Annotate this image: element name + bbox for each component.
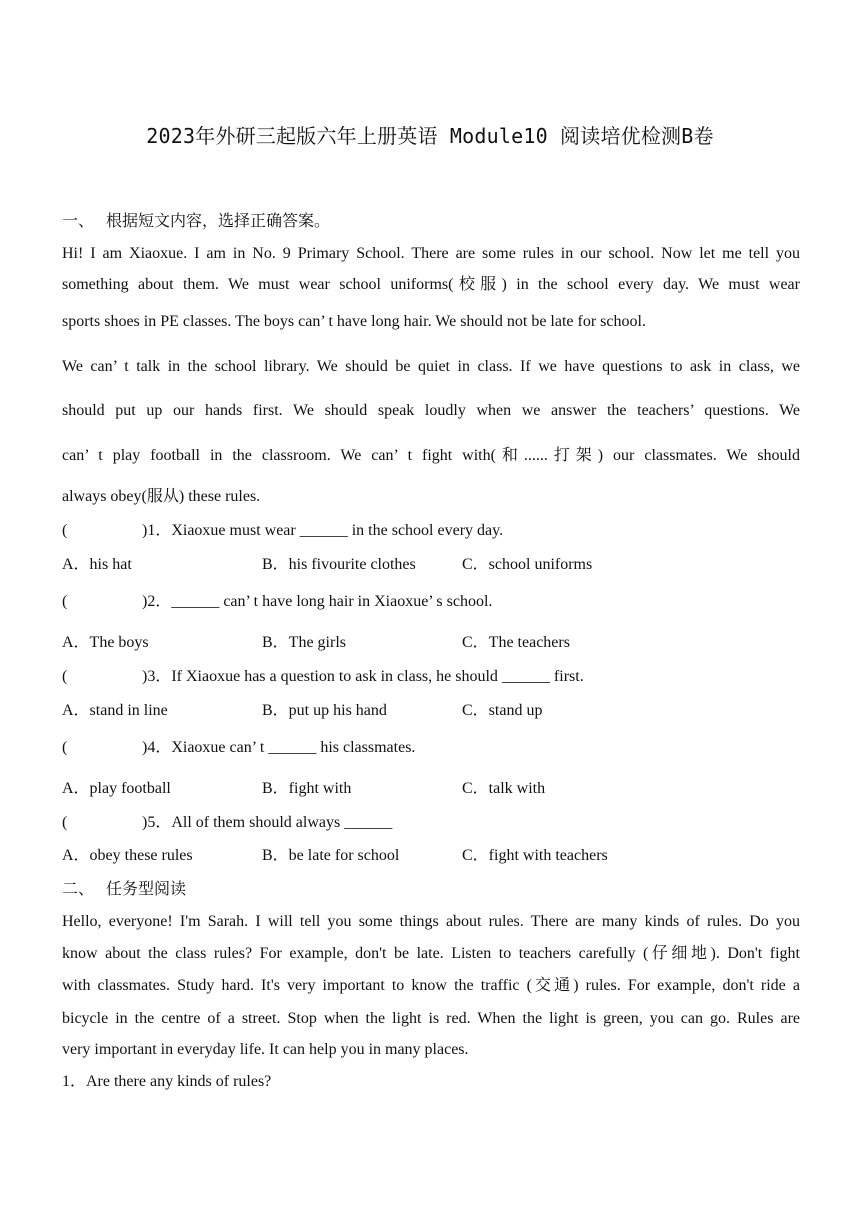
- question-text: )2．______ can’ t have long hair in Xiaoxue’ s school.: [142, 593, 493, 610]
- option-a: A．The boys: [62, 634, 149, 651]
- question-text: )1．Xiaoxue must wear ______ in the school every day.: [142, 522, 504, 539]
- question-2: [62, 591, 492, 613]
- answer-blank[interactable]: (: [62, 522, 68, 539]
- section2-text-line: very important in everyday life. It can help you in many places.: [62, 1041, 469, 1058]
- section2-text-line: know about the class rules? For example, don't be late. Listen to teachers carefully (仔细地). Don't fight: [62, 945, 800, 962]
- section1-text-line: something about them. We must wear school uniforms(校服) in the school every day. We must wear: [62, 276, 800, 293]
- option-c: C．school uniforms: [462, 556, 593, 573]
- option-b: B．The girls: [262, 634, 346, 651]
- answer-blank[interactable]: (: [62, 814, 68, 831]
- option-c: C．stand up: [462, 702, 543, 719]
- option-a: A．play football: [62, 780, 171, 797]
- question-text: )3．If Xiaoxue has a question to ask in class, he should ______ first.: [142, 668, 584, 685]
- section1-title: 根据短文内容，选择正确答案。: [106, 211, 331, 230]
- question-3: [62, 666, 584, 688]
- option-b: B．fight with: [262, 780, 352, 797]
- option-b: B．put up his hand: [262, 702, 387, 719]
- answer-blank[interactable]: (: [62, 593, 68, 610]
- section1-text-line: should put up our hands first. We should speak loudly when we answer the teachers’ questions. We: [62, 402, 800, 419]
- section1-number: 一、: [62, 211, 95, 230]
- question-text: )5．All of them should always ______: [142, 814, 393, 831]
- option-b: B．be late for school: [262, 847, 400, 864]
- section2-text-line: with classmates. Study hard. It's very important to know the traffic (交通) rules. For example, don't ride a: [62, 977, 800, 994]
- section2-title: 任务型阅读: [106, 879, 187, 898]
- answer-blank[interactable]: (: [62, 668, 68, 685]
- section2-number: 二、: [62, 879, 95, 898]
- question-4: [62, 737, 415, 759]
- section1-text-line: can’ t play football in the classroom. We can’ t fight with(和......打架) our classmates. We should: [62, 447, 800, 464]
- option-a: A．obey these rules: [62, 847, 193, 864]
- page-title: 2023年外研三起版六年上册英语 Module10 阅读培优检测B卷: [146, 124, 714, 148]
- option-c: C．talk with: [462, 780, 546, 797]
- option-b: B．his fivourite clothes: [262, 556, 416, 573]
- question-1: [62, 520, 503, 542]
- section2-heading: [62, 878, 186, 900]
- section1-text-line: Hi! I am Xiaoxue. I am in No. 9 Primary School. There are some rules in our school. Now let me tell you: [62, 245, 800, 262]
- section1-heading: [62, 210, 330, 232]
- option-a: A．stand in line: [62, 702, 168, 719]
- section2-question-1: 1．Are there any kinds of rules?: [62, 1073, 272, 1090]
- question-5: [62, 812, 392, 834]
- section1-text-line: We can’ t talk in the school library. We should be quiet in class. If we have questions to ask in class, we: [62, 358, 800, 375]
- option-c: C．fight with teachers: [462, 847, 608, 864]
- section1-text-line: sports shoes in PE classes. The boys can’ t have long hair. We should not be late for school.: [62, 313, 646, 330]
- section2-text-line: bicycle in the centre of a street. Stop when the light is red. When the light is green, you can go. Rules are: [62, 1010, 800, 1027]
- question-text: )4．Xiaoxue can’ t ______ his classmates.: [142, 739, 416, 756]
- option-c: C．The teachers: [462, 634, 570, 651]
- section2-text-line: Hello, everyone! I'm Sarah. I will tell you some things about rules. There are many kinds of rules. Do you: [62, 913, 800, 930]
- option-a: A．his hat: [62, 556, 132, 573]
- answer-blank[interactable]: (: [62, 739, 68, 756]
- section1-text-line: always obey(服从) these rules.: [62, 488, 261, 505]
